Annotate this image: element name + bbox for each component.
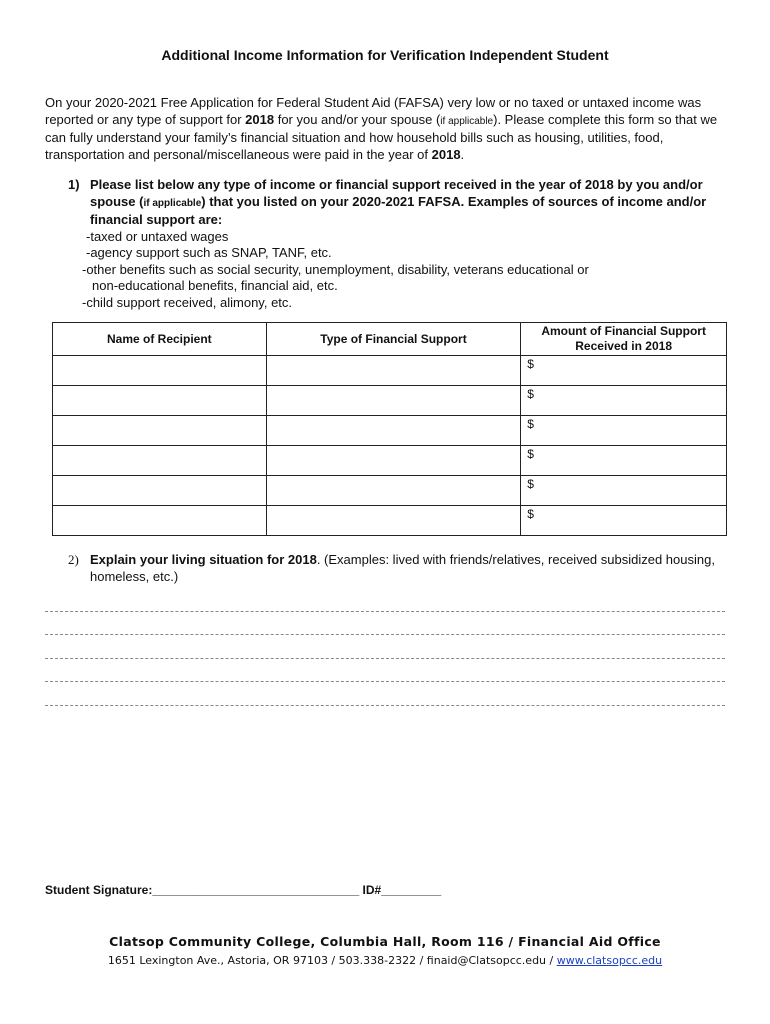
student-signature-field[interactable]: Student Signature:_______________________________ ID#_________: [45, 883, 442, 897]
amount-cell[interactable]: [521, 446, 727, 476]
financial-support-table: [52, 322, 727, 536]
header-name-of-recipient: Name of Recipient: [53, 323, 267, 356]
question-2-rest-text: . (Examples: lived with friends/relatives, received subsidized housing, homeless, etc.): [90, 552, 715, 584]
table-row: [53, 386, 727, 416]
question-1-text-b: ) that you listed on your 2020-2021 FAFSA. Examples of sources of income and/or financial support are:: [90, 193, 707, 227]
question-2-bold-text: Explain your living situation for 2018: [90, 552, 317, 567]
footer-address: 1651 Lexington Ave., Astoria, OR 97103 / 503.338-2322 / finaid@Clatsopcc.edu /: [107, 954, 557, 967]
table-row: [53, 416, 727, 446]
recipient-cell[interactable]: [53, 416, 267, 446]
table-row: [53, 356, 727, 386]
page-title: Additional Income Information for Verification Independent Student: [161, 47, 609, 63]
support-type-cell[interactable]: [266, 416, 521, 446]
table-header-row: [53, 323, 727, 356]
footer-institution: Clatsop Community College, Columbia Hall, Room 116 / Financial Aid Office: [109, 934, 661, 949]
support-type-cell[interactable]: [266, 476, 521, 506]
table-row: [53, 446, 727, 476]
amount-cell[interactable]: [521, 356, 727, 386]
currency-symbol: $: [527, 507, 534, 521]
intro-year-2: 2018: [431, 146, 461, 162]
intro-text-4: .: [460, 146, 465, 162]
question-2: [68, 551, 718, 585]
intro-text-2: for you and/or your spouse (: [274, 111, 441, 127]
support-type-cell[interactable]: [266, 446, 521, 476]
answer-lines: [45, 588, 725, 706]
intro-text-3: ). Please complete this form so that we can fully understand your family’s financial situation and how household bills such as housing, utilities, food, transportation and personal/miscellaneous were paid in the year of: [45, 111, 718, 162]
currency-symbol: $: [527, 387, 534, 401]
header-type-of-support: Type of Financial Support: [266, 323, 521, 356]
currency-symbol: $: [527, 357, 534, 371]
examples-list: [82, 228, 718, 312]
table-row: [53, 476, 727, 506]
answer-line[interactable]: [45, 659, 725, 683]
table-row: [53, 506, 727, 536]
question-1: [68, 177, 718, 311]
recipient-cell[interactable]: [53, 356, 267, 386]
footer-contact: [0, 954, 770, 967]
question-1-if-applicable: if applicable: [143, 197, 202, 209]
example-item: -taxed or untaxed wages: [86, 228, 229, 244]
support-type-cell[interactable]: [266, 386, 521, 416]
intro-paragraph: [45, 95, 735, 163]
question-1-text-a: Please list below any type of income or financial support received in the year of 2018 by you and/or spouse (: [90, 177, 703, 209]
recipient-cell[interactable]: [53, 446, 267, 476]
question-1-text: [90, 177, 718, 229]
example-item: non-educational benefits, financial aid, etc.: [92, 278, 338, 293]
example-item: -child support received, alimony, etc.: [82, 294, 293, 310]
amount-cell[interactable]: [521, 416, 727, 446]
amount-cell[interactable]: [521, 476, 727, 506]
currency-symbol: $: [527, 417, 534, 431]
intro-year-1: 2018: [245, 111, 275, 127]
example-item: -agency support such as SNAP, TANF, etc.: [86, 245, 332, 260]
question-2-number: 2): [68, 552, 79, 567]
question-2-text: [90, 551, 718, 585]
intro-text-1: On your 2020-2021 Free Application for Federal Student Aid (FAFSA) very low or no taxed or untaxed income was reported or any type of support for: [45, 95, 702, 127]
intro-if-applicable: if applicable: [440, 115, 494, 127]
answer-line[interactable]: [45, 635, 725, 659]
support-type-cell[interactable]: [266, 356, 521, 386]
amount-cell[interactable]: [521, 386, 727, 416]
amount-cell[interactable]: [521, 506, 727, 536]
answer-line[interactable]: [45, 682, 725, 706]
website-link[interactable]: www.clatsopcc.edu: [556, 954, 663, 967]
recipient-cell[interactable]: [53, 476, 267, 506]
support-type-cell[interactable]: [266, 506, 521, 536]
answer-line[interactable]: [45, 612, 725, 636]
currency-symbol: $: [527, 477, 534, 491]
question-1-number: 1): [68, 177, 80, 192]
recipient-cell[interactable]: [53, 386, 267, 416]
recipient-cell[interactable]: [53, 506, 267, 536]
currency-symbol: $: [527, 447, 534, 461]
answer-line[interactable]: [45, 588, 725, 612]
example-item: -other benefits such as social security, unemployment, disability, veterans educational or: [82, 261, 589, 277]
header-amount: Amount of Financial Support Received in 2018: [521, 323, 727, 356]
